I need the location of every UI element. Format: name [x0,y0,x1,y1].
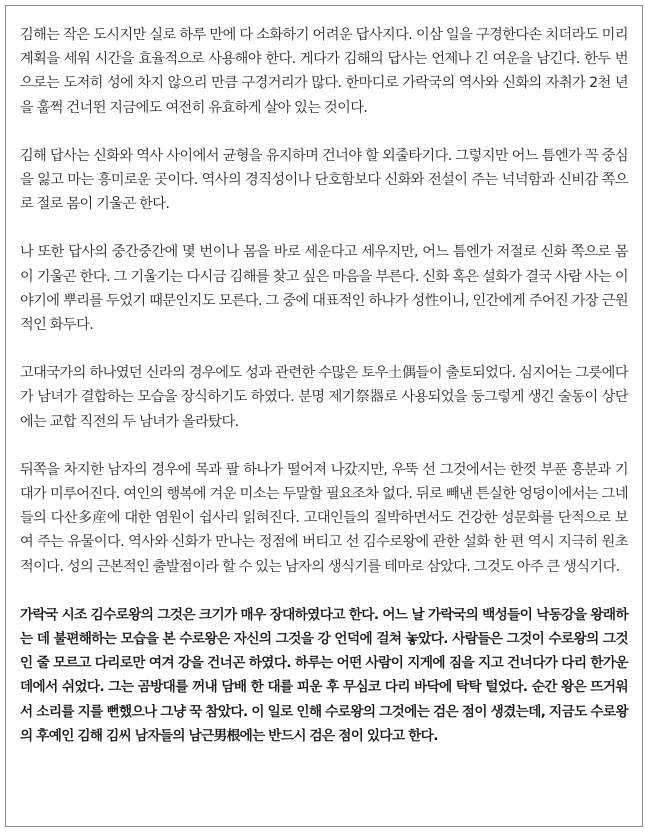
paragraph-3: 나 또한 답사의 중간중간에 몇 번이나 몸을 바로 세운다고 세우지만, 어느 틈엔가 저절로 신화 쪽으로 몸이 기울곤 한다. 그 기울기는 다시금 김해를 찾고 싶은 마음을 부른다. 신화 혹은 설화가 결국 사람 사는 이야기에 뿌리를 두었기 때문인지도 모른다. 그 중에 대표적인 하나가 성性이니, 인간에게 주어진 가장 근원적인 화두다. [20,244,628,334]
paragraph-1: 김해는 작은 도시지만 실로 하루 만에 다 소화하기 어려운 답사지다. 이삼 일을 구경한다손 치더라도 미리 계획을 세워 시간을 효율적으로 사용해야 한다. 게다가 김해의 답사는 언제나 긴 여운을 남긴다. 한두 번으로는 도저히 성에 차지 않으리 만큼 구경거리가 많다. 한마디로 가락국의 역사와 신화의 자취가 2천 년을 훌쩍 건너뛴 지금에도 여전히 유효하게 살아 있는 것이다. [20,27,628,116]
document-body [6,6,642,748]
paragraph-4: 고대국가의 하나였던 신라의 경우에도 성과 관련한 수많은 토우土偶들이 출토되었다. 심지어는 그릇에다가 남녀가 결합하는 모습을 장식하기도 하였다. 분명 제기祭器로 사용되었을 둥그렇게 생긴 술동이 상단에는 교합 직전의 두 남녀가 올라탔다. [20,365,628,430]
paragraph-5: 뒤쪽을 차지한 남자의 경우에 목과 팔 하나가 떨어져 나갔지만, 우뚝 선 그것에서는 한껏 부푼 흥분과 기대가 미루어진다. 여인의 행복에 겨운 미소는 두말할 필요조차 없다. 뒤로 빼낸 튼실한 엉덩이에서는 그네들의 다산多産에 대한 염원이 쉽사리 읽혀진다. 고대인들의 질박하면서도 건강한 성문화를 단적으로 보여 주는 유물이다. 역사와 신화가 만나는 정점에 버티고 선 김수로왕에 관한 설화 한 편 역시 지극히 원초적이다. 성의 근본적인 출발점이라 할 수 있는 남자의 생식기를 테마로 삼았다. 그것도 아주 큰 생식기다. [20,461,628,575]
document-frame [5,5,643,827]
highlight-paragraph: 가락국 시조 김수로왕의 그것은 크기가 매우 장대하였다고 한다. 어느 날 가락국의 백성들이 낙동강을 왕래하는 데 불편해하는 모습을 본 수로왕은 자신의 그것을 강 언덕에 걸쳐 놓았다. 사람들은 그것이 수로왕의 그것인 줄 모르고 다리로만 여겨 강을 건너곤 하였다. 하루는 어떤 사람이 지게에 짐을 지고 건너다가 다리 한가운데에서 쉬었다. 그는 곰방대를 꺼내 담배 한 대를 피운 후 무심코 다리 바닥에 탁탁 털었다. 순간 왕은 뜨거워서 소리를 지를 뻔했으나 그냥 꾹 참았다. 이 일로 인해 수로왕의 그것에는 검은 점이 생겼는데, 지금도 수로왕의 후예인 김해 김씨 남자들의 남근男根에는 반드시 검은 점이 있다고 한다. [20,606,628,744]
paragraph-2: 김해 답사는 신화와 역사 사이에서 균형을 유지하며 건너야 할 외줄타기다. 그렇지만 어느 틈엔가 꼭 중심을 잃고 마는 흥미로운 곳이다. 역사의 경직성이나 단호함보다 신화와 전설이 주는 넉넉함과 신비감 쪽으로 절로 몸이 기울곤 한다. [20,147,628,213]
